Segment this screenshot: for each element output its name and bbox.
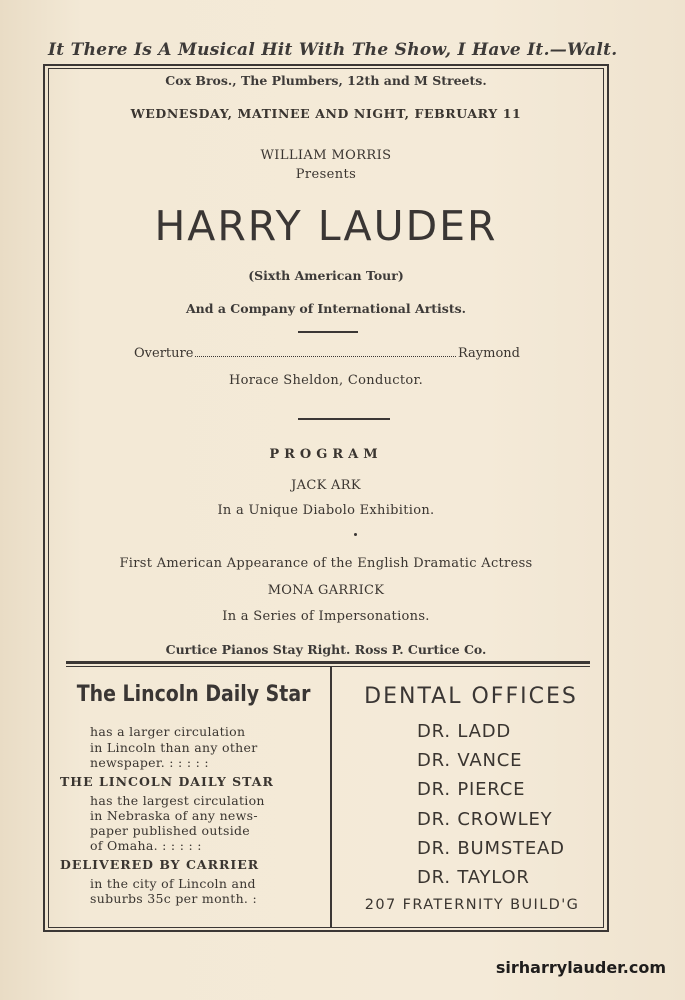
leader-dots <box>195 356 456 357</box>
top-slogan: It There Is A Musical Hit With The Show, I Have It.—Walt. <box>48 40 618 60</box>
sponsor-top: Cox Bros., The Plumbers, 12th and M Streets. <box>165 73 487 88</box>
dental-address: 207 FRATERNITY BUILD'G <box>364 897 580 913</box>
date-line: WEDNESDAY, MATINEE AND NIGHT, FEBRUARY 11 <box>130 106 522 121</box>
overture-label: Overture <box>134 346 194 361</box>
newspaper-ad-line: has a larger circulation <box>90 724 246 739</box>
divider-rule <box>298 418 390 420</box>
newspaper-ad-line: in Lincoln than any other <box>90 740 258 755</box>
headliner-title: HARRY LAUDER <box>154 202 498 250</box>
newspaper-ad-line: in the city of Lincoln and <box>90 876 256 891</box>
newspaper-ad-line: has the largest circulation <box>90 793 265 808</box>
newspaper-ad-line: in Nebraska of any news- <box>90 808 258 823</box>
sponsor-bottom: Curtice Pianos Stay Right. Ross P. Curtice Co. <box>165 642 487 657</box>
act2-description: In a Series of Impersonations. <box>222 609 430 624</box>
newspaper-ad-line: paper published outside <box>90 823 251 838</box>
newspaper-ad-line: THE LINCOLN DAILY STAR <box>60 774 274 789</box>
newspaper-ad-line: of Omaha. : : : : : <box>90 838 202 853</box>
act1-name: JACK ARK <box>291 478 361 493</box>
dentist-name: DR. BUMSTEAD <box>417 838 565 859</box>
act1-description: In a Unique Diabolo Exhibition. <box>217 503 435 518</box>
tour-subtitle: (Sixth American Tour) <box>248 268 404 283</box>
site-watermark: sirharrylauder.com <box>495 958 666 977</box>
dentist-name: DR. VANCE <box>417 750 523 771</box>
newspaper-ad-title: The Lincoln Daily Star <box>76 682 311 707</box>
divider-rule <box>298 331 358 333</box>
conductor-line: Horace Sheldon, Conductor. <box>228 373 424 388</box>
presents-label: Presents <box>295 167 357 182</box>
overture-row <box>134 346 520 364</box>
ad-column-divider <box>330 667 332 928</box>
dental-ad-title: DENTAL OFFICES <box>364 684 578 709</box>
act2-name: MONA GARRICK <box>267 583 385 598</box>
newspaper-ad-line: suburbs 35c per month. : <box>90 891 257 906</box>
newspaper-ad-line: newspaper. : : : : : <box>90 755 209 770</box>
ornament-dot <box>354 533 357 536</box>
ad-section-rule-thin <box>66 666 590 667</box>
program-heading: PROGRAM <box>269 447 383 462</box>
newspaper-ad-line: DELIVERED BY CARRIER <box>60 857 260 872</box>
overture-composer: Raymond <box>457 346 520 361</box>
dentist-name: DR. CROWLEY <box>417 809 553 830</box>
act2-intro: First American Appearance of the English Dramatic Actress <box>119 556 533 571</box>
dentist-name: DR. TAYLOR <box>417 867 530 888</box>
dentist-name: DR. PIERCE <box>417 779 526 800</box>
company-line: And a Company of International Artists. <box>185 301 467 316</box>
ad-section-rule <box>66 661 590 664</box>
presenter-name: WILLIAM MORRIS <box>260 148 392 163</box>
dentist-name: DR. LADD <box>417 721 512 742</box>
